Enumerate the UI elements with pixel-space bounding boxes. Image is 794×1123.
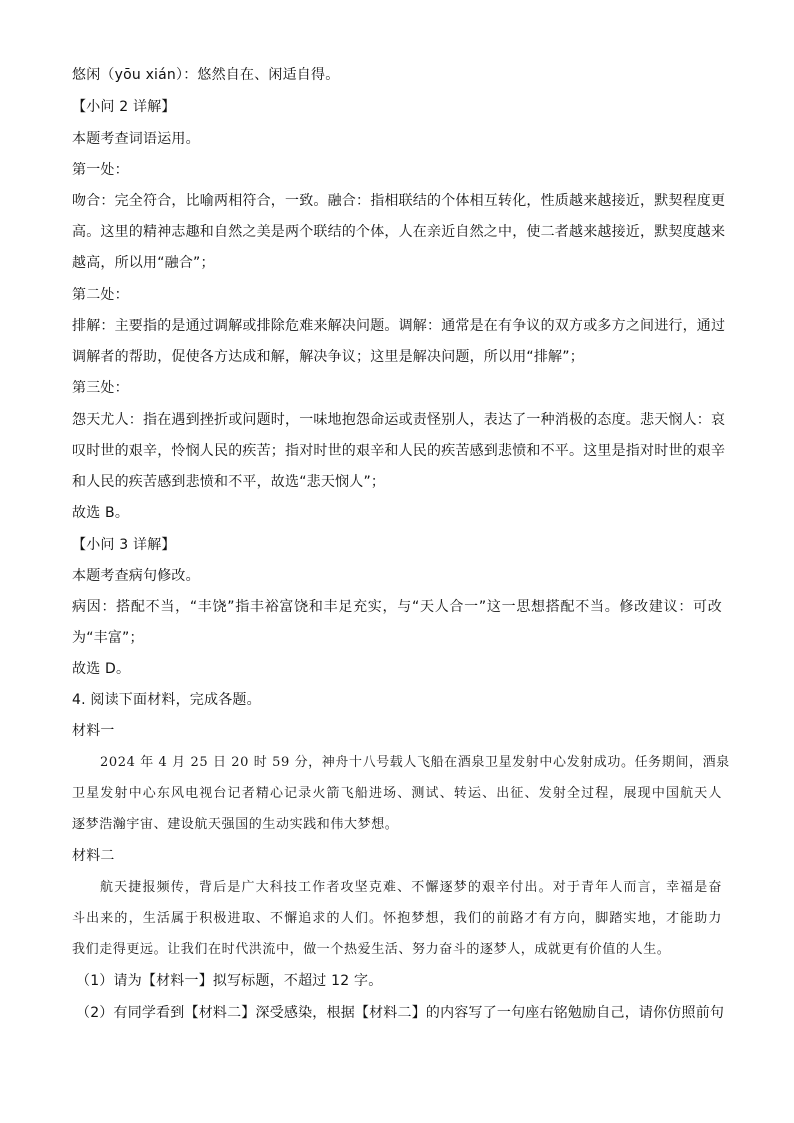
text-line: 第三处： [72,380,129,396]
text-line: 怨天尤人：指在遇到挫折或问题时，一味地抱怨命运或责怪别人，表达了一种消极的态度。悲天悯人：哀 [72,412,726,428]
text-line: 越高，所以用“融合”； [72,255,215,271]
question-title: 4. 阅读下面材料，完成各题。 [72,692,261,708]
section-heading: 【小问 2 详解】 [72,99,176,115]
material-text-line: 我们走得更远。让我们在时代洪流中，做一个热爱生活、努力奋斗的逐梦人，成就更有价值的人生。 [72,942,671,957]
text-line: 第一处： [72,162,129,178]
text-line: 排解：主要指的是通过调解或排除危难来解决问题。调解：通常是在有争议的双方或多方之间进行，通过 [72,318,726,334]
text-line: 本题考查词语运用。 [72,131,200,147]
text-line: 和人民的疾苦感到悲愤和不平，故选“悲天悯人”； [72,474,386,490]
material-text-line: 斗出来的，生活属于积极进取、不懈追求的人们。怀抱梦想，我们的前路才有方向，脚踏实地，才能助力 [72,911,722,926]
material-label: 材料一 [72,723,115,739]
material-text-line: 航天捷报频传，背后是广大科技工作者攻坚克难、不懈逐梦的艰辛付出。对于青年人而言，幸福是奋 [100,880,722,895]
text-line: 悠闲（yōu xián）：悠然自在、闲适自得。 [72,67,340,83]
text-line: 本题考查病句修改。 [72,568,200,584]
text-line: 病因：搭配不当，“丰饶”指丰裕富饶和丰足充实，与“天人合一”这一思想搭配不当。修改建议：可改 [72,599,722,615]
material-text-line: 2024 年 4 月 25 日 20 时 59 分，神舟十八号载人飞船在酒泉卫星发射中心发射成功。任务期间，酒泉 [100,755,730,770]
sub-question: （1）请为【材料一】拟写标题，不超过 12 字。 [76,973,383,989]
text-line: 调解者的帮助，促使各方达成和解，解决争议；这里是解决问题，所以用“排解”； [72,349,584,365]
text-line: 高。这里的精神志趣和自然之美是两个联结的个体，人在亲近自然之中，使二者越来越接近，默契度越来 [72,224,726,240]
material-text-line: 逐梦浩瀚宇宙、建设航天强国的生动实践和伟大梦想。 [72,817,399,832]
text-line: 故选 B。 [72,505,130,521]
text-line: 第二处： [72,287,129,303]
sub-question: （2）有同学看到【材料二】深受感染，根据【材料二】的内容写了一句座右铭勉励自己，请你仿照前句 [76,1005,725,1021]
text-line: 叹时世的艰辛，怜悯人民的疾苦；指对时世的艰辛和人民的疾苦感到悲愤和不平。这里是指对时世的艰辛 [72,443,726,459]
text-line: 吻合：完全符合，比喻两相符合，一致。融合：指相联结的个体相互转化，性质越来越接近，默契程度更 [72,193,726,209]
material-label: 材料二 [72,848,115,864]
material-text-line: 卫星发射中心东风电视台记者精心记录火箭飞船进场、测试、转运、出征、发射全过程，展现中国航天人 [72,786,722,801]
text-line: 为“丰富”； [72,630,144,646]
section-heading: 【小问 3 详解】 [72,537,176,553]
text-line: 故选 D。 [72,661,131,677]
